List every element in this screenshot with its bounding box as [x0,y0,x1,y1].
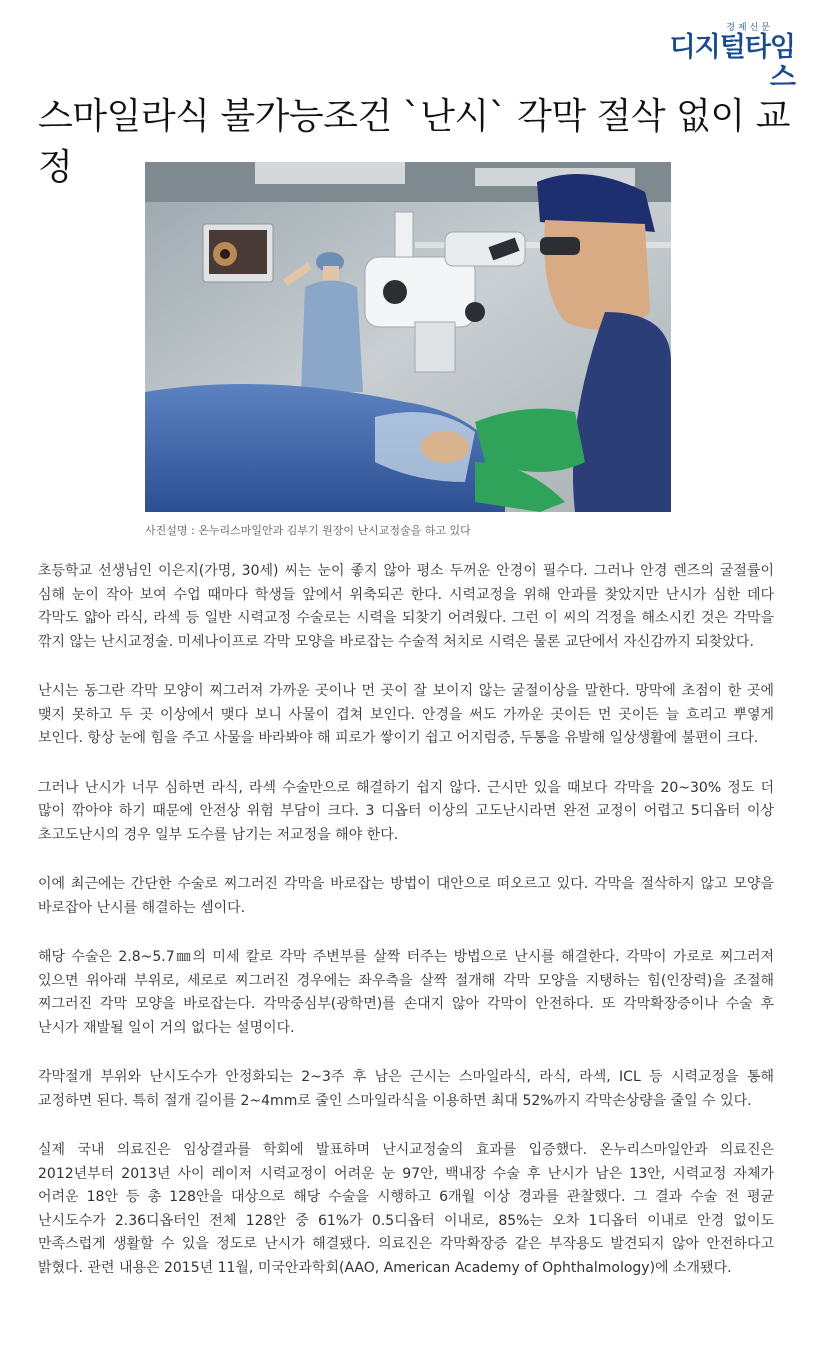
masthead-subtitle: 경제신문 [726,23,773,33]
surgery-illustration [145,162,671,512]
monitor [203,224,273,282]
masthead-logo[interactable] [645,20,795,92]
article-paragraph: 난시는 동그란 각막 모양이 찌그러져 가까운 곳이나 먼 곳이 잘 보이지 않는 굴절이상을 말한다. 망막에 초점이 한 곳에 맺지 못하고 두 곳 이상에서 맺다 보니 사물이 겹쳐 보인다. 안경을 써도 가까운 곳이든 먼 곳이든 늘 흐리고 뿌옇게 보인다. 항상 눈에 힘을 주고 사물을 바라봐야 해 피로가 쌓이기 쉽고 어지럼증, 두통을 유발해 일상생활에 불편이 크다. [38,683,774,746]
photo-caption: 사진설명 : 온누리스마일안과 김부기 원장이 난시교정술을 하고 있다 [145,524,471,537]
article-body [38,560,774,1306]
masthead-title: 디지털타임스 [669,32,795,93]
article-headline: 스마일라식 불가능조건 `난시` 각막 절삭 없이 교정 [38,96,790,188]
article-paragraph: 초등학교 선생님인 이은지(가명, 30세) 씨는 눈이 좋지 않아 평소 두꺼운 안경이 필수다. 그러나 안경 렌즈의 굴절률이 심해 눈이 작아 보여 수업 때마다 학생들 앞에서 위축되곤 한다. 시력교정을 위해 안과를 찾았지만 난시가 심한 데다 각막도 얇아 라식, 라섹 등 일반 시력교정 수술로는 시력을 되찾기 어려웠다. 그런 이 씨의 걱정을 해소시킨 것은 각막을 깎지 않는 난시교정술. 미세나이프로 각막 모양을 바로잡는 수술적 처치로 시력은 물론 교단에서 자신감까지 되찾았다. [38,563,774,650]
article-paragraph: 각막절개 부위와 난시도수가 안정화되는 2~3주 후 남은 근시는 스마일라식, 라식, 라섹, ICL 등 시력교정을 통해 교정하면 된다. 특히 절개 길이를 2~4mm로 줄인 스마일라식을 이용하면 최대 52%까지 각막손상량을 줄일 수 있다. [38,1069,774,1109]
article-paragraph: 해당 수술은 2.8~5.7㎜의 미세 칼로 각막 주변부를 살짝 터주는 방법으로 난시를 해결한다. 각막이 가로로 찌그러져 있으면 위아래 부위로, 세로로 찌그러진 경우에는 좌우측을 살짝 절개해 각막 모양을 지탱하는 힘(인장력)을 조절해 찌그러진 각막 모양을 바로잡는다. 각막중심부(광학면)를 손대지 않아 각막이 안전하다. 또 각막확장증이나 수술 후 난시가 재발될 일이 거의 없다는 설명이다. [38,949,774,1036]
article-paragraph: 그러나 난시가 너무 심하면 라식, 라섹 수술만으로 해결하기 쉽지 않다. 근시만 있을 때보다 각막을 20~30% 정도 더 많이 깎아야 하기 때문에 안전상 위험 부담이 크다. 3 디옵터 이상의 고도난시라면 완전 교정이 어렵고 5디옵터 이상 초고도난시의 경우 일부 도수를 남기는 저교정을 해야 한다. [38,779,774,843]
article-paragraph: 이에 최근에는 간단한 수술로 찌그러진 각막을 바로잡는 방법이 대안으로 떠오르고 있다. 각막을 절삭하지 않고 모양을 바로잡아 난시를 해결하는 셈이다. [38,876,774,916]
article-photo [145,162,671,512]
article-paragraph: 실제 국내 의료진은 임상결과를 학회에 발표하며 난시교정술의 효과를 입증했다. 온누리스마일안과 의료진은 2012년부터 2013년 사이 레이저 시력교정이 어려운 눈 97안, 백내장 수술 후 난시가 남은 13안, 시력교정 자체가 어려운 18안 등 총 128안을 대상으로 해당 수술을 시행하고 6개월 이상 경과를 관찰했다. 그 결과 수술 전 평균 난시도수가 2.36디옵터인 전체 128안 중 61%가 0.5디옵터 이내로, 85%는 오차 1디옵터 이내로 안경 없이도 만족스럽게 생활할 수 있을 정도로 난시가 해결됐다. 의료진은 각막확장증 같은 부작용도 발견되지 않아 안전하다고 밝혔다. 관련 내용은 2015년 11월, 미국안과학회(AAO, American Academy of Ophthalmology)에 소개됐다. [38,1142,774,1276]
